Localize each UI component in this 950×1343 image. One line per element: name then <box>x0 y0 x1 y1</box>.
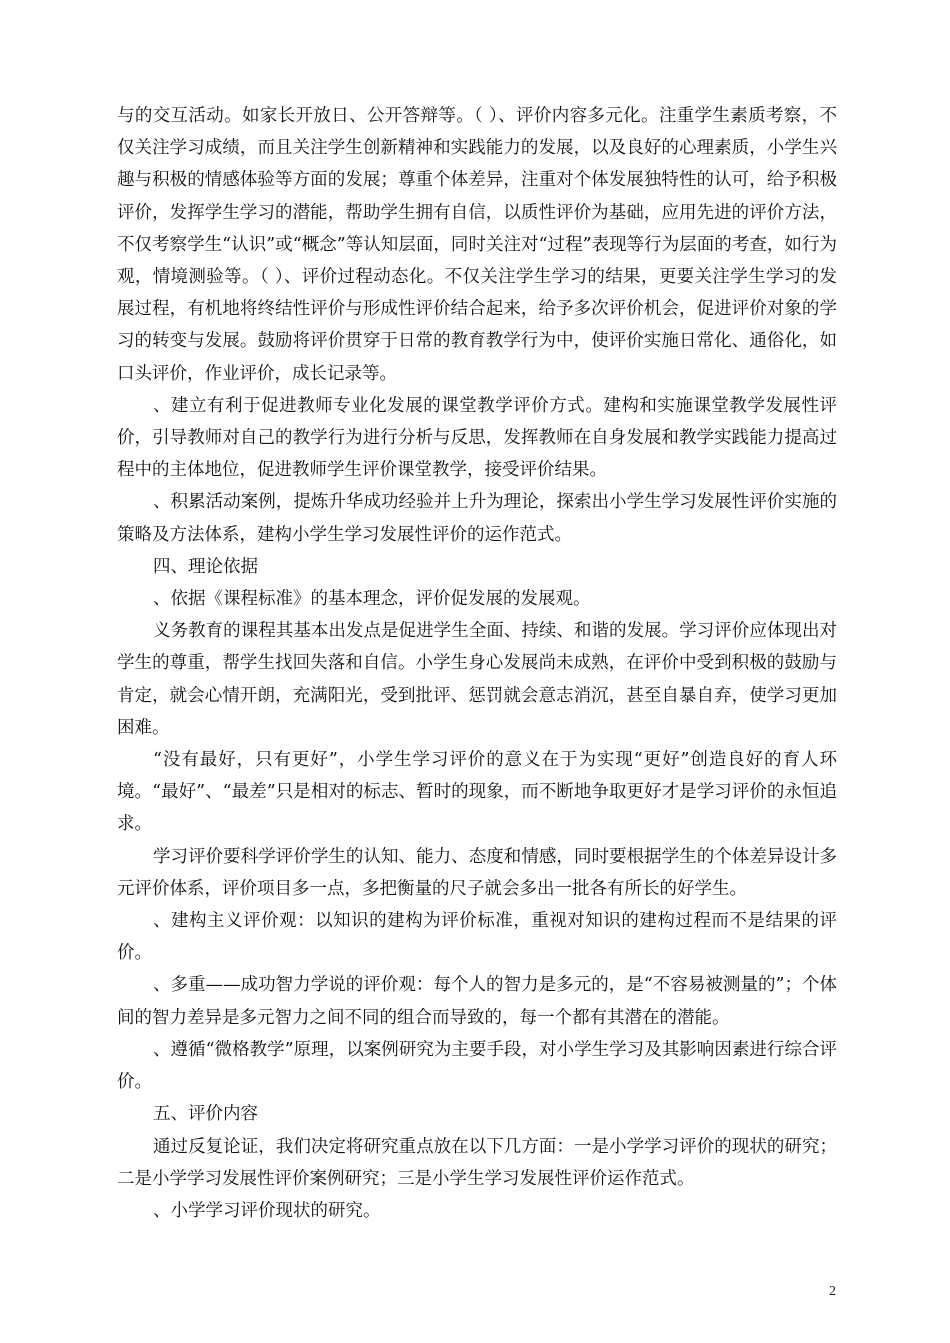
paragraph-no-best: “没有最好，只有更好”，小学生学习评价的意义在于为实现“更好”创造良好的育人环境。“最好”、“最差”只是相对的标志、暂时的现象，而不断地争取更好才是学习评价的永恒追求。 <box>117 750 837 835</box>
paragraph-teacher-evaluation: 、建立有利于促进教师专业化发展的课堂教学评价方式。建构和实施课堂教学发展性评价，引导教师对自己的教学行为进行分析与反思，发挥教师在自身发展和教学实践能力提高过程中的主体地位，促进教师学生评价课堂教学，接受评价结果。 <box>117 395 837 481</box>
paragraph-microteaching: 、遵循“微格教学”原理，以案例研究为主要手段，对小学生学习及其影响因素进行综合评价。 <box>117 1039 837 1093</box>
page-number: 2 <box>829 1284 836 1299</box>
paragraph-status-research: 、小学学习评价现状的研究。 <box>153 1200 381 1221</box>
section-heading-theory: 四、理论依据 <box>153 556 258 577</box>
section-heading-content: 五、评价内容 <box>153 1104 258 1125</box>
paragraph-evaluation-methods: 与的交互活动。如家长开放日、公开答辩等。（ ）、评价内容多元化。注重学生素质考察，不仅关注学习成绩，而且关注学生创新精神和实践能力的发展，以及良好的心理素质，小学生兴趣与积极的情感体验等方面的发展；尊重个体差异，注重对个体发展独特性的认可，给予积极评价，发挥学生学习的潜能，帮助学生拥有自信，以质性评价为基础，应用先进的评价方法，不仅考察学生“认识”或“概念”等认知层面，同时关注对“过程”表现等行为层面的考查，如行为观，情境测验等。（ ）、评价过程动态化。不仅关注学生学习的结果，更要关注学生学习的发展过程，有机地将终结性评价与形成性评价结合起来，给予多次评价机会，促进评价对象的学习的转变与发展。鼓励将评价贯穿于日常的教育教学行为中，使评价实施日常化、通俗化，如口头评价，作业评价，成长记录等。 <box>117 106 837 384</box>
document-body <box>117 100 837 1227</box>
paragraph-constructivism: 、建构主义评价观：以知识的建构为评价标准，重视对知识的建构过程而不是结果的评价。 <box>117 911 837 964</box>
paragraph-research-focus: 通过反复论证，我们决定将研究重点放在以下几方面：一是小学学习评价的现状的研究；二是小学学习发展性评价案例研究；三是小学生学习发展性评价运作范式。 <box>117 1136 837 1189</box>
paragraph-compulsory-education: 义务教育的课程其基本出发点是促进学生全面、持续、和谐的发展。学习评价应体现出对学生的尊重，帮学生找回失落和自信。小学生身心发展尚未成熟，在评价中受到积极的鼓励与肯定，就会心情开朗，充满阳光，受到批评、惩罚就会意志消沉，甚至自暴自弃，使学习更加困难。 <box>117 621 837 738</box>
paragraph-case-accumulation: 、积累活动案例，提炼升华成功经验并上升为理论，探索出小学生学习发展性评价实施的策略及方法体系，建构小学生学习发展性评价的运作范式。 <box>117 492 837 545</box>
paragraph-scientific-evaluation: 学习评价要科学评价学生的认知、能力、态度和情感，同时要根据学生的个体差异设计多元评价体系，评价项目多一点，多把衡量的尺子就会多出一批各有所长的好学生。 <box>117 846 837 899</box>
paragraph-curriculum-standard: 、依据《课程标准》的基本理念，评价促发展的发展观。 <box>153 589 591 610</box>
paragraph-multiple-intelligence: 、多重——成功智力学说的评价观：每个人的智力是多元的，是“不容易被测量的”；个体间的智力差异是多元智力之间不同的组合而导致的，每一个都有其潜在的潜能。 <box>117 975 837 1028</box>
